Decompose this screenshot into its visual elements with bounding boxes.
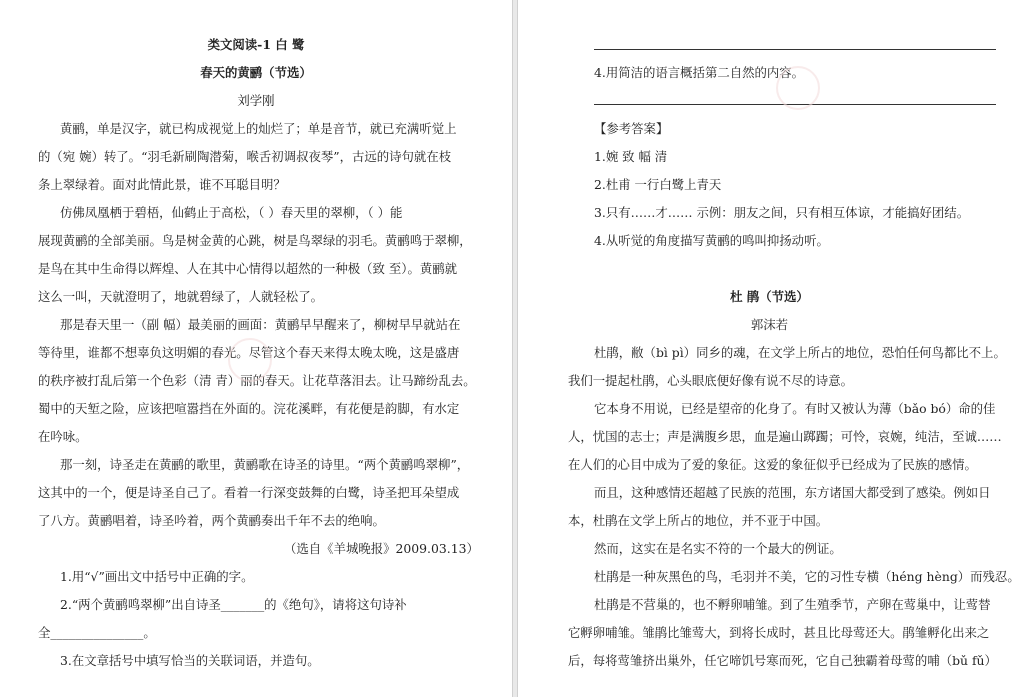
answer-line bbox=[594, 49, 996, 50]
text-line: 那一刻，诗圣走在黄鹂的歌里，黄鹂歌在诗圣的诗里。“两个黄鹂鸣翠柳”， bbox=[60, 457, 470, 472]
text-line: 了八方。黄鹂唱着，诗圣吟着，两个黄鹂奏出千年不去的绝响。 bbox=[38, 513, 385, 528]
text-line: 黄鹂，单是汉字，就已构成视觉上的灿烂了；单是音节，就已充满听觉上 bbox=[60, 121, 457, 136]
series-title: 类文阅读-1 白 鹭 bbox=[207, 37, 305, 52]
text-line: 的秩序被打乱后第一个色彩（清 青）丽的春天。让花草落泪去。让马蹄纷乱去。 bbox=[38, 373, 476, 388]
watermark-logo bbox=[776, 66, 820, 110]
text-line: 杜鹃，敝（bì pì）同乡的魂，在文学上所占的地位，恐怕任何鸟都比不上。 bbox=[594, 345, 1006, 360]
text-line: 仿佛凤凰栖于碧梧，仙鹤止于高松，（ ）春天里的翠柳，（ ）能 bbox=[60, 205, 403, 220]
text-line: 在人们的心目中成为了爱的象征。这爱的象征似乎已经成为了民族的感情。 bbox=[568, 457, 977, 472]
answer-item: 3.只有……才…… 示例：朋友之间，只有相互体谅，才能搞好团结。 bbox=[594, 205, 970, 220]
text-line: 条上翠绿着。面对此情此景，谁不耳聪目明？ bbox=[38, 177, 286, 192]
question-1: 1.用“√”画出文中括号中正确的字。 bbox=[60, 569, 254, 584]
text-line: 在吟咏。 bbox=[38, 429, 88, 444]
answer-heading: 【参考答案】 bbox=[594, 121, 669, 136]
text-line: 是鸟在其中生命得以辉煌、人在其中心情得以超然的一种极（致 至）。黄鹂就 bbox=[38, 261, 458, 276]
watermark-logo bbox=[228, 338, 272, 382]
text-line: 人，忧国的志士；声是满腹乡思，血是遍山踯躅；可怜，哀婉，纯洁，至诚…… bbox=[568, 429, 1002, 444]
article-author: 郭沫若 bbox=[750, 317, 789, 332]
article-title: 春天的黄鹂（节选） bbox=[200, 65, 312, 80]
answer-item: 1.婉 致 幅 清 bbox=[594, 149, 668, 164]
article-title: 杜 鹃（节选） bbox=[730, 289, 809, 304]
text-line: 杜鹃是不营巢的，也不孵卵哺雏。到了生殖季节，产卵在莺巢中，让莺替 bbox=[594, 597, 991, 612]
text-line: 我们一提起杜鹃，心头眼底便好像有说不尽的诗意。 bbox=[568, 373, 853, 388]
question-2-cont: 全_______________。 bbox=[38, 625, 156, 640]
text-line: 它孵卵哺雏。雏鹃比雏莺大，到将长成时，甚且比母莺还大。鹃雏孵化出来之 bbox=[568, 625, 990, 640]
text-line: 那是春天里一（副 幅）最美丽的画面：黄鹂早早醒来了，柳树早早就站在 bbox=[60, 317, 461, 332]
article-source: （选自《羊城晚报》2009.03.13） bbox=[284, 541, 479, 556]
text-line: 展现黄鹂的全部美丽。鸟是树金黄的心跳，树是鸟翠绿的羽毛。黄鹂鸣于翠柳， bbox=[38, 233, 472, 248]
text-line: 这其中的一个，便是诗圣自己了。看着一行深变鼓舞的白鹭，诗圣把耳朵望成 bbox=[38, 485, 460, 500]
text-line: 而且，这种感情还超越了民族的范围，东方诸国大都受到了感染。例如日 bbox=[594, 485, 991, 500]
question-3: 3.在文章括号中填写恰当的关联词语，并造句。 bbox=[60, 653, 320, 668]
answer-item: 4.从听觉的角度描写黄鹂的鸣叫抑扬动听。 bbox=[594, 233, 829, 248]
text-line: 然而，这实在是名实不符的一个最大的例证。 bbox=[594, 541, 842, 556]
question-4: 4.用简洁的语言概括第二自然的内容。 bbox=[594, 65, 805, 80]
text-line: 后，每将莺雏挤出巢外，任它啼饥号寒而死，它自己独霸着母莺的哺（bǔ fǔ） bbox=[568, 653, 997, 668]
answer-item: 2.杜甫 一行白鹭上青天 bbox=[594, 177, 722, 192]
text-line: 它本身不用说，已经是望帝的化身了。有时又被认为薄（bǎo bó）命的佳 bbox=[594, 401, 996, 416]
text-line: 这么一叫，天就澄明了，地就碧绿了，人就轻松了。 bbox=[38, 289, 323, 304]
text-line: 本，杜鹃在文学上所占的地位，并不亚于中国。 bbox=[568, 513, 829, 528]
text-line: 蜀中的天堑之险，应该把喧嚣挡在外面的。浣花溪畔，有花便是韵脚，有水定 bbox=[38, 401, 460, 416]
text-line: 杜鹃是一种灰黑色的鸟，毛羽并不美，它的习性专横（héng hèng）而残忍。 bbox=[594, 569, 1020, 584]
question-2: 2.“两个黄鹂鸣翠柳”出自诗圣_______的《绝句》，请将这句诗补 bbox=[60, 597, 407, 612]
right-page bbox=[518, 0, 1021, 697]
text-line: 等待里，谁都不想辜负这明媚的春光。尽管这个春天来得太晚太晚，这是盛唐 bbox=[38, 345, 460, 360]
article-author: 刘学刚 bbox=[237, 93, 275, 108]
text-line: 的（宛 婉）转了。“羽毛新刷陶潜菊，喉舌初调叔夜琴”，古远的诗句就在枝 bbox=[38, 149, 452, 164]
